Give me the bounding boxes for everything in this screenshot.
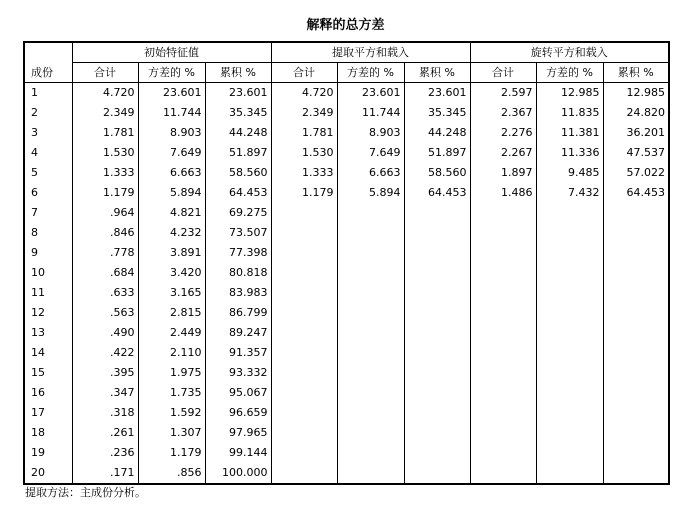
initial-cell: 83.983 [205, 283, 271, 303]
rotation-cell [603, 443, 669, 463]
extraction-cell [337, 203, 404, 223]
extraction-cell [271, 223, 337, 243]
initial-cell: 2.349 [72, 103, 138, 123]
initial-cell: 23.601 [138, 83, 205, 104]
table-row [24, 163, 669, 183]
subheader-cumulative-pct: 累积 % [404, 63, 470, 83]
rotation-cell [470, 343, 536, 363]
table-title: 解释的总方差 [306, 18, 385, 33]
extraction-cell [337, 283, 404, 303]
rotation-cell [536, 323, 603, 343]
initial-cell: 1.333 [72, 163, 138, 183]
initial-cell: 1.179 [138, 443, 205, 463]
extraction-cell: 6.663 [337, 163, 404, 183]
rotation-cell [603, 203, 669, 223]
initial-cell: .347 [72, 383, 138, 403]
rotation-cell: 12.985 [536, 83, 603, 104]
rotation-cell: 9.485 [536, 163, 603, 183]
extraction-cell: 5.894 [337, 183, 404, 203]
rotation-cell: 1.897 [470, 163, 536, 183]
subheader-total: 合计 [271, 63, 337, 83]
extraction-cell [404, 363, 470, 383]
rotation-cell: 64.453 [603, 183, 669, 203]
initial-cell: 8.903 [138, 123, 205, 143]
rotation-cell [603, 363, 669, 383]
component-number: 12 [31, 306, 45, 319]
initial-cell: 11.744 [138, 103, 205, 123]
rotation-cell [470, 363, 536, 383]
rotation-cell [603, 463, 669, 484]
initial-cell: 2.449 [138, 323, 205, 343]
rotation-cell [603, 383, 669, 403]
initial-cell: .318 [72, 403, 138, 423]
initial-cell: 86.799 [205, 303, 271, 323]
table-row [24, 383, 669, 403]
extraction-cell: 51.897 [404, 143, 470, 163]
rotation-cell [603, 303, 669, 323]
rotation-cell: 11.835 [536, 103, 603, 123]
extraction-cell [404, 443, 470, 463]
rotation-cell [536, 243, 603, 263]
component-number: 18 [31, 426, 45, 439]
rotation-cell [536, 423, 603, 443]
initial-cell: .261 [72, 423, 138, 443]
table-row [24, 223, 669, 243]
extraction-cell [337, 463, 404, 484]
rotation-cell [536, 403, 603, 423]
initial-cell: 69.275 [205, 203, 271, 223]
rotation-cell [470, 283, 536, 303]
group-header-initial: 初始特征值 [72, 42, 271, 63]
extraction-cell [337, 383, 404, 403]
rotation-cell [470, 463, 536, 484]
rotation-cell [603, 223, 669, 243]
extraction-cell [404, 403, 470, 423]
component-number: 3 [31, 126, 38, 139]
subheader-variance-pct: 方差的 % [536, 63, 603, 83]
table-row [24, 343, 669, 363]
extraction-cell [271, 363, 337, 383]
extraction-cell [337, 343, 404, 363]
initial-cell: 97.965 [205, 423, 271, 443]
rotation-cell [536, 343, 603, 363]
table-row [24, 403, 669, 423]
initial-cell: 4.821 [138, 203, 205, 223]
initial-cell: 1.530 [72, 143, 138, 163]
rotation-cell: 47.537 [603, 143, 669, 163]
group-header-rotation: 旋转平方和载入 [470, 42, 669, 63]
rotation-cell [603, 243, 669, 263]
initial-cell: .236 [72, 443, 138, 463]
extraction-cell: 1.333 [271, 163, 337, 183]
initial-cell: 1.975 [138, 363, 205, 383]
extraction-cell: 58.560 [404, 163, 470, 183]
component-number: 14 [31, 346, 45, 359]
component-number: 19 [31, 446, 45, 459]
component-number: 5 [31, 166, 38, 179]
component-number: 11 [31, 286, 45, 299]
rotation-cell [603, 403, 669, 423]
table-row [24, 263, 669, 283]
table-row [24, 463, 669, 484]
rotation-cell [470, 403, 536, 423]
initial-cell: 35.345 [205, 103, 271, 123]
table-row [24, 283, 669, 303]
rotation-cell: 36.201 [603, 123, 669, 143]
extraction-cell [271, 343, 337, 363]
extraction-cell: 35.345 [404, 103, 470, 123]
initial-cell: 77.398 [205, 243, 271, 263]
component-number: 6 [31, 186, 38, 199]
extraction-cell [337, 223, 404, 243]
total-variance-table [23, 41, 670, 485]
rotation-cell: 2.276 [470, 123, 536, 143]
rotation-cell: 12.985 [603, 83, 669, 104]
initial-cell: 93.332 [205, 363, 271, 383]
table-row [24, 203, 669, 223]
component-number: 7 [31, 206, 38, 219]
initial-cell: 3.420 [138, 263, 205, 283]
rotation-cell [536, 463, 603, 484]
row-header-label: 成份 [24, 42, 72, 83]
rotation-cell: 11.336 [536, 143, 603, 163]
initial-cell: .395 [72, 363, 138, 383]
component-number: 15 [31, 366, 45, 379]
initial-cell: .846 [72, 223, 138, 243]
extraction-cell [404, 383, 470, 403]
table-row [24, 123, 669, 143]
extraction-cell [404, 283, 470, 303]
table-body [24, 83, 669, 485]
subheader-cumulative-pct: 累积 % [205, 63, 271, 83]
extraction-cell [337, 363, 404, 383]
initial-cell: .490 [72, 323, 138, 343]
component-number: 13 [31, 326, 45, 339]
rotation-cell [536, 283, 603, 303]
table-row [24, 243, 669, 263]
initial-cell: .684 [72, 263, 138, 283]
initial-cell: 51.897 [205, 143, 271, 163]
rotation-cell [470, 243, 536, 263]
extraction-cell [271, 203, 337, 223]
initial-cell: 89.247 [205, 323, 271, 343]
initial-cell: .563 [72, 303, 138, 323]
extraction-cell [337, 403, 404, 423]
extraction-cell [404, 223, 470, 243]
extraction-cell [337, 303, 404, 323]
extraction-cell [337, 243, 404, 263]
initial-cell: 80.818 [205, 263, 271, 283]
extraction-cell [337, 263, 404, 283]
extraction-cell: 1.179 [271, 183, 337, 203]
initial-cell: 91.357 [205, 343, 271, 363]
rotation-cell [470, 303, 536, 323]
initial-cell: 44.248 [205, 123, 271, 143]
initial-cell: 100.000 [205, 463, 271, 484]
extraction-cell [271, 443, 337, 463]
rotation-cell: 7.432 [536, 183, 603, 203]
initial-cell: 4.232 [138, 223, 205, 243]
group-header-row [24, 42, 669, 63]
component-number: 16 [31, 386, 45, 399]
rotation-cell [470, 323, 536, 343]
extraction-cell [271, 323, 337, 343]
extraction-cell [404, 423, 470, 443]
initial-cell: 4.720 [72, 83, 138, 104]
subheader-row [24, 63, 669, 83]
rotation-cell [536, 443, 603, 463]
component-number: 20 [31, 466, 45, 479]
initial-cell: .633 [72, 283, 138, 303]
component-number: 10 [31, 266, 45, 279]
subheader-cumulative-pct: 累积 % [603, 63, 669, 83]
initial-cell: 7.649 [138, 143, 205, 163]
extraction-cell: 7.649 [337, 143, 404, 163]
component-number: 1 [31, 86, 38, 99]
extraction-cell [337, 323, 404, 343]
initial-cell: 73.507 [205, 223, 271, 243]
group-header-extraction: 提取平方和载入 [271, 42, 470, 63]
rotation-cell [536, 363, 603, 383]
initial-cell: .171 [72, 463, 138, 484]
subheader-variance-pct: 方差的 % [337, 63, 404, 83]
initial-cell: 1.735 [138, 383, 205, 403]
extraction-cell [404, 323, 470, 343]
rotation-cell [470, 383, 536, 403]
table-row [24, 183, 669, 203]
rotation-cell [470, 223, 536, 243]
extraction-cell: 4.720 [271, 83, 337, 104]
extraction-cell: 11.744 [337, 103, 404, 123]
rotation-cell [470, 443, 536, 463]
extraction-cell [404, 343, 470, 363]
component-number: 4 [31, 146, 38, 159]
extraction-cell [271, 303, 337, 323]
rotation-cell: 2.367 [470, 103, 536, 123]
rotation-cell [536, 303, 603, 323]
initial-cell: 1.592 [138, 403, 205, 423]
extraction-cell [271, 383, 337, 403]
extraction-cell: 64.453 [404, 183, 470, 203]
rotation-cell [470, 263, 536, 283]
initial-cell: 1.307 [138, 423, 205, 443]
initial-cell: 96.659 [205, 403, 271, 423]
initial-cell: 3.165 [138, 283, 205, 303]
extraction-cell: 1.781 [271, 123, 337, 143]
rotation-cell [536, 263, 603, 283]
initial-cell: .778 [72, 243, 138, 263]
extraction-cell [271, 423, 337, 443]
table-row [24, 143, 669, 163]
initial-cell: 1.179 [72, 183, 138, 203]
rotation-cell [470, 423, 536, 443]
initial-cell: 2.110 [138, 343, 205, 363]
rotation-cell [536, 223, 603, 243]
initial-cell: 99.144 [205, 443, 271, 463]
initial-cell: 58.560 [205, 163, 271, 183]
extraction-cell: 44.248 [404, 123, 470, 143]
rotation-cell: 2.597 [470, 83, 536, 104]
extraction-cell: 23.601 [404, 83, 470, 104]
extraction-cell [271, 403, 337, 423]
table-row [24, 83, 669, 104]
component-number: 2 [31, 106, 38, 119]
extraction-cell: 23.601 [337, 83, 404, 104]
initial-cell: 3.891 [138, 243, 205, 263]
rotation-cell [536, 203, 603, 223]
extraction-cell [271, 263, 337, 283]
extraction-cell [337, 443, 404, 463]
component-number: 8 [31, 226, 38, 239]
table-row [24, 423, 669, 443]
extraction-cell [404, 243, 470, 263]
table-row [24, 103, 669, 123]
extraction-cell [271, 283, 337, 303]
extraction-cell [404, 263, 470, 283]
rotation-cell: 57.022 [603, 163, 669, 183]
initial-cell: 5.894 [138, 183, 205, 203]
table-row [24, 443, 669, 463]
extraction-cell: 2.349 [271, 103, 337, 123]
extraction-cell: 8.903 [337, 123, 404, 143]
initial-cell: .856 [138, 463, 205, 484]
rotation-cell [603, 283, 669, 303]
rotation-cell [603, 423, 669, 443]
extraction-cell: 1.530 [271, 143, 337, 163]
rotation-cell: 24.820 [603, 103, 669, 123]
subheader-variance-pct: 方差的 % [138, 63, 205, 83]
initial-cell: .422 [72, 343, 138, 363]
extraction-cell [337, 423, 404, 443]
subheader-total: 合计 [470, 63, 536, 83]
initial-cell: 95.067 [205, 383, 271, 403]
extraction-cell [404, 303, 470, 323]
table-row [24, 303, 669, 323]
extraction-cell [271, 243, 337, 263]
rotation-cell: 2.267 [470, 143, 536, 163]
subheader-total: 合计 [72, 63, 138, 83]
rotation-cell: 11.381 [536, 123, 603, 143]
rotation-cell [603, 343, 669, 363]
rotation-cell [470, 203, 536, 223]
footnote: 提取方法：主成份分析。 [25, 486, 146, 499]
initial-cell: 6.663 [138, 163, 205, 183]
initial-cell: 64.453 [205, 183, 271, 203]
initial-cell: .964 [72, 203, 138, 223]
rotation-cell [536, 383, 603, 403]
extraction-cell [404, 463, 470, 484]
component-number: 17 [31, 406, 45, 419]
table-row [24, 363, 669, 383]
rotation-cell [603, 323, 669, 343]
component-number: 9 [31, 246, 38, 259]
initial-cell: 1.781 [72, 123, 138, 143]
extraction-cell [404, 203, 470, 223]
initial-cell: 23.601 [205, 83, 271, 104]
table-row [24, 323, 669, 343]
initial-cell: 2.815 [138, 303, 205, 323]
rotation-cell: 1.486 [470, 183, 536, 203]
extraction-cell [271, 463, 337, 484]
rotation-cell [603, 263, 669, 283]
